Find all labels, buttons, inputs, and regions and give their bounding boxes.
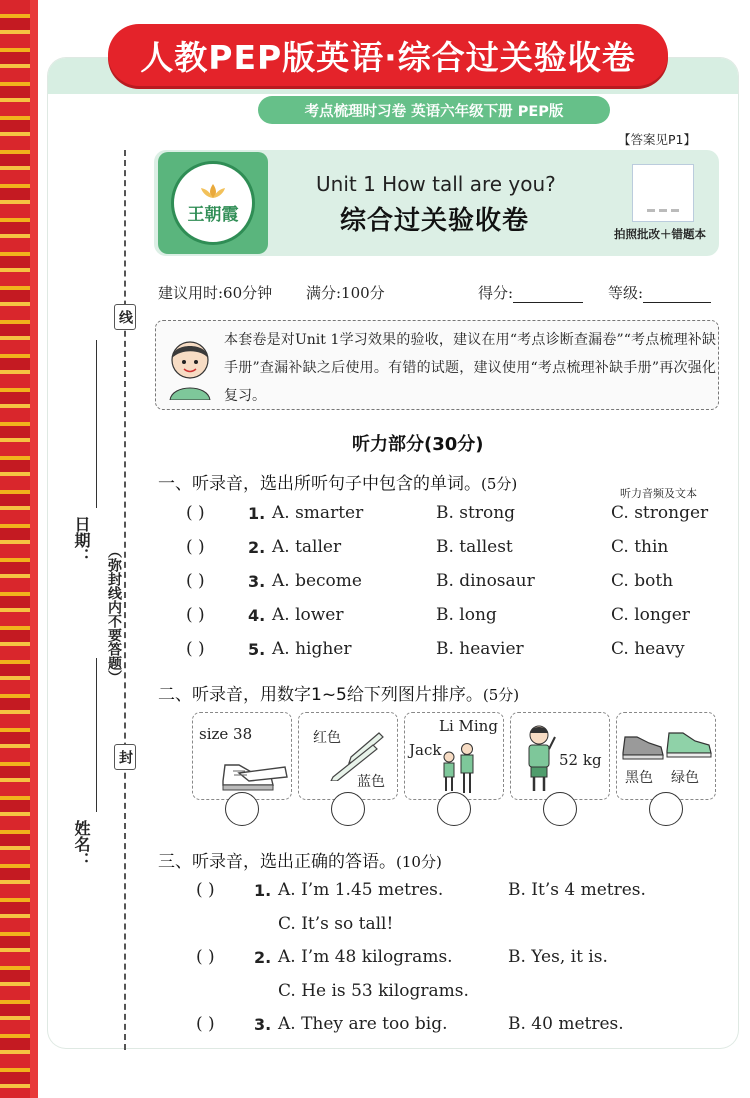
section2-title-text: 二、听录音，用数字1~5给下列图片排序。 <box>158 685 483 705</box>
s3-question-2 <box>196 947 716 971</box>
option-c: C. stronger <box>611 503 709 523</box>
s1-question-4 <box>186 605 716 629</box>
suggested-time: 建议用时:60分钟 <box>158 284 273 302</box>
option-b: B. 40 metres. <box>508 1014 624 1034</box>
option-a: A. smarter <box>272 503 364 523</box>
option-c: C. heavy <box>611 639 685 659</box>
s3-question-1-line2 <box>196 914 716 938</box>
picture-card-shoes-size <box>192 712 292 800</box>
picture-card-pencils <box>298 712 398 800</box>
question-number: 3. <box>248 572 266 591</box>
lotus-icon <box>198 182 228 200</box>
s1-question-3 <box>186 571 716 595</box>
question-number: 3. <box>254 1015 272 1034</box>
option-a: A. higher <box>272 639 352 659</box>
paper-title: 综合过关验收卷 <box>340 206 530 236</box>
option-b: B. dinosaur <box>436 571 535 591</box>
option-a: A. become <box>272 571 362 591</box>
score-label: 得分: <box>478 284 514 302</box>
order-circle-4[interactable] <box>543 792 577 826</box>
binding-dashed-line <box>124 150 126 1050</box>
student-avatar-icon <box>162 336 218 400</box>
section3-points: (10分) <box>396 853 442 871</box>
option-b: B. strong <box>436 503 516 523</box>
main-banner-title: 人教PEP版英语·综合过关验收卷 <box>108 24 668 86</box>
order-circle-1[interactable] <box>225 792 259 826</box>
answer-paren[interactable]: ( ) <box>186 537 205 557</box>
answer-paren[interactable]: ( ) <box>196 947 215 967</box>
option-b: B. heavier <box>436 639 524 659</box>
s3-question-2-line2 <box>196 981 716 1005</box>
seal-note: （弥封线内不要答题） <box>106 544 122 684</box>
question-number: 2. <box>248 538 266 557</box>
answer-paren[interactable]: ( ) <box>186 571 205 591</box>
option-b: B. long <box>436 605 497 625</box>
brand-logo <box>158 152 268 254</box>
answer-paren[interactable]: ( ) <box>196 880 215 900</box>
section1-points: (5分) <box>481 475 518 493</box>
order-circle-5[interactable] <box>649 792 683 826</box>
logo-badge <box>171 161 255 245</box>
audio-text-note[interactable]: 听力音频及文本 <box>620 487 697 500</box>
card5-label-green: 绿色 <box>671 770 699 786</box>
s1-question-1 <box>186 503 716 527</box>
card2-label-red: 红色 <box>313 730 341 746</box>
option-a: A. lower <box>272 605 344 625</box>
option-a: A. They are too big. <box>278 1014 448 1034</box>
section3-title <box>158 847 442 872</box>
s3-question-3 <box>196 1014 716 1038</box>
card5-label-black: 黑色 <box>625 770 653 786</box>
answer-paren[interactable]: ( ) <box>196 1014 215 1034</box>
left-decorative-ribbon <box>0 0 38 1098</box>
date-blank[interactable] <box>96 340 97 508</box>
card3-label-liming: Li Ming <box>439 717 498 735</box>
section2-title <box>158 680 519 705</box>
grade-field <box>608 282 711 303</box>
option-c: C. thin <box>611 537 669 557</box>
section3-title-text: 三、听录音，选出正确的答语。 <box>158 852 396 872</box>
listening-part-title: 听力部分(30分) <box>352 434 484 455</box>
two-kids-icon <box>439 739 479 797</box>
s1-question-2 <box>186 537 716 561</box>
s1-question-5 <box>186 639 716 663</box>
binding-char-line: 线 <box>114 304 136 330</box>
section1-title-text: 一、听录音，选出所听句子中包含的单词。 <box>158 474 481 494</box>
answer-paren[interactable]: ( ) <box>186 605 205 625</box>
binding-char-seal: 封 <box>114 744 136 770</box>
order-circle-3[interactable] <box>437 792 471 826</box>
card1-label: size 38 <box>199 725 253 743</box>
unit-title: Unit 1 How tall are you? <box>316 172 556 196</box>
question-number: 4. <box>248 606 266 625</box>
question-number: 1. <box>248 504 266 523</box>
card4-label: 52 kg <box>559 751 602 769</box>
score-blank[interactable] <box>513 287 583 303</box>
order-circle-2[interactable] <box>331 792 365 826</box>
qr-code-icon <box>633 165 693 221</box>
option-c: C. both <box>611 571 674 591</box>
card2-label-blue: 蓝色 <box>357 774 385 790</box>
question-number: 5. <box>248 640 266 659</box>
option-a: A. I’m 1.45 metres. <box>278 880 444 900</box>
s3-question-1 <box>196 880 716 904</box>
name-blank[interactable] <box>96 658 97 812</box>
answer-reference: 【答案见P1】 <box>618 132 696 147</box>
date-label: 日期： <box>72 516 91 564</box>
card3-label-jack: Jack <box>409 741 442 759</box>
option-c: C. longer <box>611 605 690 625</box>
option-b: B. It’s 4 metres. <box>508 880 646 900</box>
grade-label: 等级: <box>608 284 644 302</box>
section1-title <box>158 469 517 494</box>
full-score: 满分:100分 <box>306 284 385 302</box>
answer-paren[interactable]: ( ) <box>186 503 205 523</box>
question-number: 2. <box>254 948 272 967</box>
option-b: B. Yes, it is. <box>508 947 608 967</box>
colored-sneakers-icon <box>621 721 713 763</box>
sub-banner: 考点梳理时习卷 英语六年级下册 PEP版 <box>258 96 610 124</box>
logo-name: 王朝霞 <box>187 204 239 225</box>
qr-caption: 拍照批改＋错题本 <box>614 227 706 241</box>
sneakers-icon <box>219 747 291 793</box>
boy-icon <box>521 723 557 795</box>
score-field <box>478 282 583 303</box>
picture-card-kids <box>404 712 504 800</box>
grade-blank[interactable] <box>643 287 711 303</box>
section2-points: (5分) <box>482 686 520 704</box>
qr-code[interactable] <box>632 164 694 222</box>
name-label: 姓名： <box>72 820 91 868</box>
picture-card-colored-shoes <box>616 712 716 800</box>
option-c: C. He is 53 kilograms. <box>278 981 469 1001</box>
question-number: 1. <box>254 881 272 900</box>
picture-card-weight <box>510 712 610 800</box>
option-a: A. taller <box>272 537 342 557</box>
option-c: C. It’s so tall! <box>278 914 394 934</box>
option-b: B. tallest <box>436 537 513 557</box>
option-a: A. I’m 48 kilograms. <box>278 947 453 967</box>
notice-text: 本套卷是对Unit 1学习效果的验收，建议在用“考点诊断查漏卷”“考点梳理补缺手册”查漏补缺之后使用。有错的试题，建议使用“考点梳理补缺手册”再次强化复习。 <box>224 332 716 404</box>
answer-paren[interactable]: ( ) <box>186 639 205 659</box>
